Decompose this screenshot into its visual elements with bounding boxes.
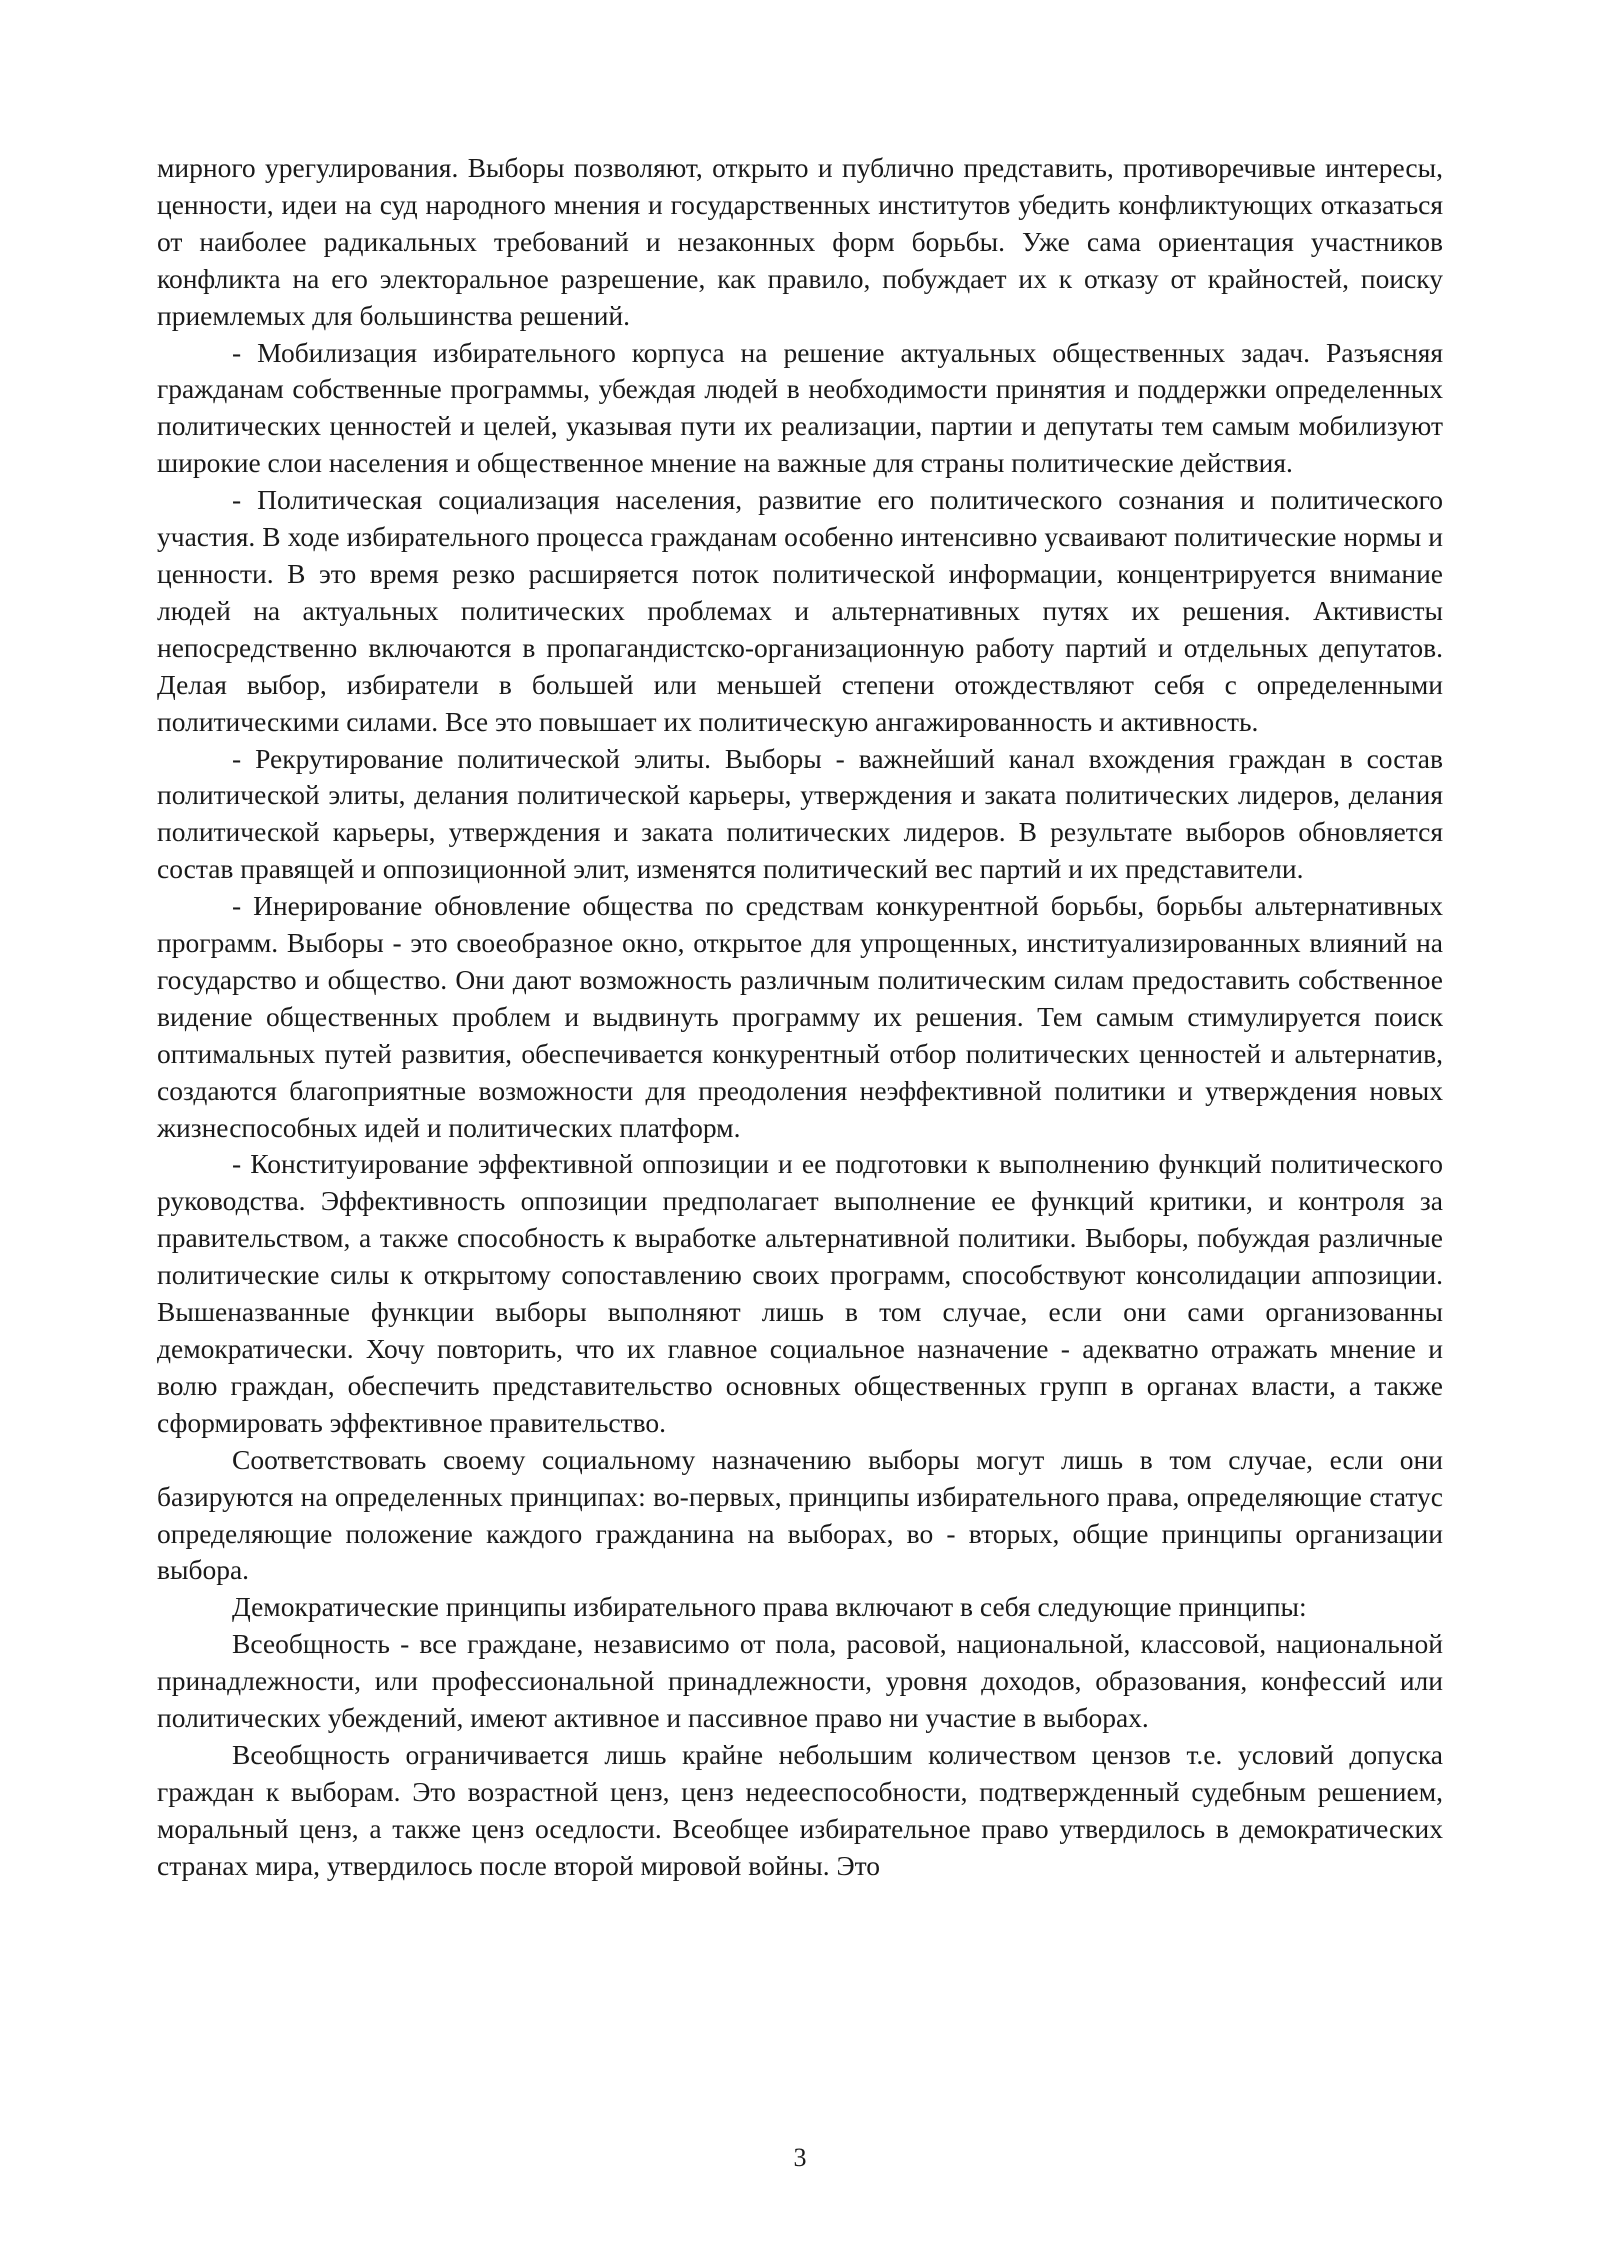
paragraph-democratic-principles: Демократические принципы избирательного права включают в себя следующие принципы: bbox=[232, 1591, 1307, 1623]
paragraph-mobilization: - Мобилизация избирательного корпуса на решение актуальных общественных задач. Разъясняя гражданам собственные программы, убеждая людей в необходимости принятия и поддержки определенных политических ценностей и целей, указывая пути их реализации, партии и депутаты тем самым мобилизуют широкие слои населения и общественное мнение на важные для страны политические действия. bbox=[157, 336, 1443, 479]
paragraph-elite-recruitment: - Рекрутирование политической элиты. Выборы - важнейший канал вхождения граждан в состав политической элиты, делания политической карьеры, утверждения и заката политических лидеров, делания политической карьеры, утверждения и заката политических лидеров. В результате выборов обновляется состав правящей и оппозиционной элит, изменятся политический вес партий и их представители. bbox=[157, 742, 1443, 885]
paragraph-social-purpose: Соответствовать своему социальному назначению выборы могут лишь в том случае, если они базируются на определенных принципах: во-первых, принципы избирательного права, определяющие статус определяющие положение каждого гражданина на выборах, во - вторых, общие принципы организации выбора. bbox=[157, 1443, 1443, 1586]
paragraph-universality: Всеобщность - все граждане, независимо от пола, расовой, национальной, классовой, национальной принадлежности, или профессиональной принадлежности, уровня доходов, образования, конфессий или политических убеждений, имеют активное и пассивное право ни участие в выборах. bbox=[157, 1628, 1443, 1734]
paragraph-political-socialization: - Политическая социализация населения, развитие его политического сознания и политического участия. В ходе избирательного процесса гражданам особенно интенсивно усваивают политические нормы и ценности. В это время резко расширяется поток политической информации, концентрируется внимание людей на актуальных политических проблемах и альтернативных путях их решения. Активисты непосредственно включаются в пропагандистско-организационную работу партий и отдельных депутатов. Делая выбор, избиратели в большей или меньшей степени отождествляют себя с определенными политическими силами. Все это повышает их политическую ангажированность и активность. bbox=[157, 484, 1443, 737]
paragraph-opposition: - Конституирование эффективной оппозиции и ее подготовки к выполнению функций политического руководства. Эффективность оппозиции предполагает выполнение ее функций критики, и контроля за правительством, а также способность к выработке альтернативной политики. Выборы, побуждая различные политические силы к открытому сопоставлению своих программ, способствуют консолидации аппозиции. Вышеназванные функции выборы выполняют лишь в том случае, если они сами организованны демократически. Хочу повторить, что их главное социальное назначение - адекватно отражать мнение и волю граждан, обеспечить представительство основных общественных групп в органах власти, а также сформировать эффективное правительство. bbox=[157, 1148, 1443, 1438]
paragraph-peaceful-settlement: мирного урегулирования. Выборы позволяют, открыто и публично представить, противоречивые интересы, ценности, идеи на суд народного мнения и государственных институтов убедить конфликтующих отказаться от наиболее радикальных требований и незаконных форм борьбы. Уже сама ориентация участников конфликта на его электоральное разрешение, как правило, побуждает их к отказу от крайностей, поиску приемлемых для большинства решений. bbox=[157, 152, 1443, 331]
document-page-body bbox=[157, 150, 1443, 1885]
paragraph-universality-limits: Всеобщность ограничивается лишь крайне небольшим количеством цензов т.е. условий допуска граждан к выборам. Это возрастной ценз, ценз недееспособности, подтвержденный судебным решением, моральный ценз, а также ценз оседлости. Всеобщее избирательное право утвердилось в демократических странах мира, утвердилось после второй мировой войны. Это bbox=[157, 1738, 1443, 1881]
paragraph-society-renewal: - Инерирование обновление общества по средствам конкурентной борьбы, борьбы альтернативных программ. Выборы - это своеобразное окно, открытое для упрощенных, институализированных влияний на государство и общество. Они дают возможность различным политическим силам предоставить собственное видение общественных проблем и выдвинуть программу их решения. Тем самым стимулируется поиск оптимальных путей развития, обеспечивается конкурентный отбор политических ценностей и альтернатив, создаются благоприятные возможности для преодоления неэффективной политики и утверждения новых жизнеспособных идей и политических платформ. bbox=[157, 890, 1443, 1143]
page-number: 3 bbox=[793, 2143, 807, 2172]
